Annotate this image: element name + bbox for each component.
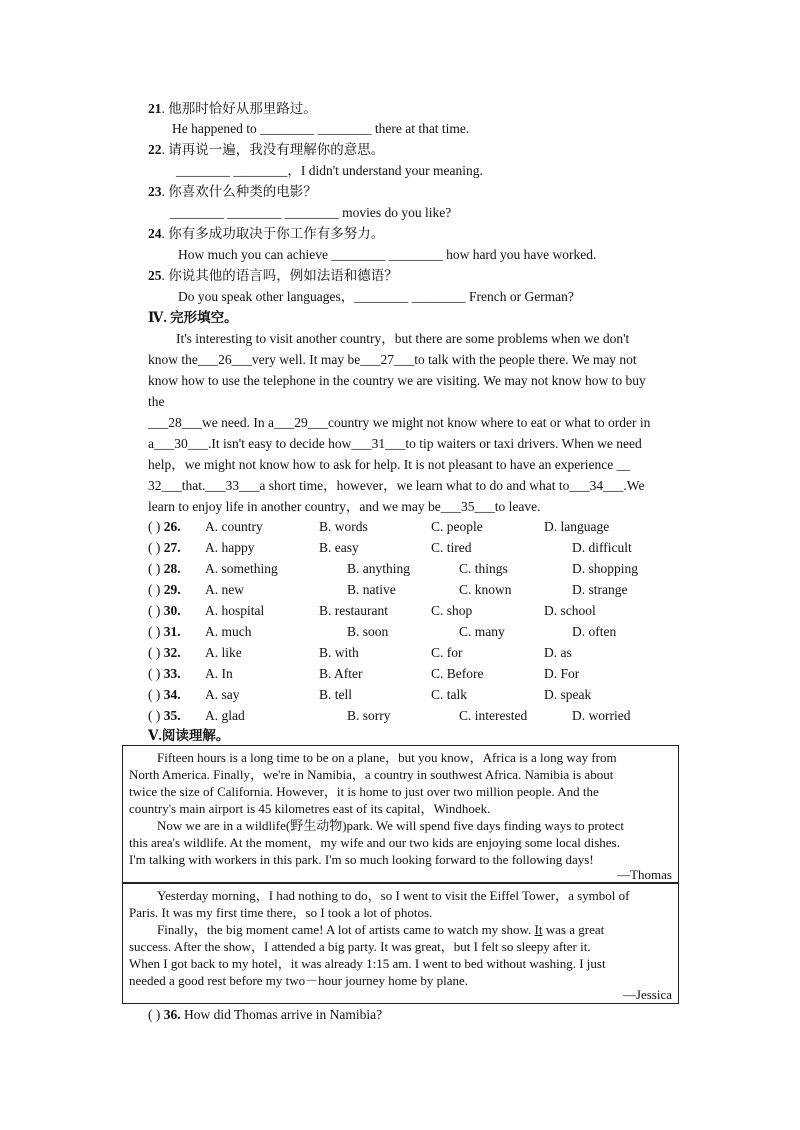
mc-option-d: D. For — [544, 666, 580, 681]
cloze-line: learn to enjoy life in another country，and we may be___35___to leave. — [148, 499, 541, 514]
item-24-en: How much you can achieve ________ ________ how hard you have worked. — [178, 247, 597, 262]
mc-option-a: A. country — [205, 519, 263, 534]
item-23-cn: 23. 你喜欢什么种类的电影？ — [148, 184, 317, 199]
mc-option-a: A. In — [205, 666, 233, 681]
section-4-heading: Ⅳ. 完形填空。 — [148, 310, 238, 325]
mc-row: ( ) 31. — [148, 624, 181, 639]
reading-line: this area's wildlife. At the moment，my wife and our two kids are enjoying some local dishes. — [129, 835, 620, 850]
mc-option-d: D. difficult — [572, 540, 632, 555]
mc-row: ( ) 33. — [148, 666, 181, 681]
reading-line: success. After the show，I attended a big party. It was great，but I felt so sleepy after it. — [129, 939, 591, 954]
mc-option-a: A. say — [205, 687, 240, 702]
item-23-en: ________ ________ ________ movies do you like? — [170, 205, 452, 220]
item-24-cn: 24. 你有多成功取决于你工作有多努力。 — [148, 226, 385, 241]
mc-option-d: D. shopping — [572, 561, 639, 576]
mc-option-c: C. things — [459, 561, 508, 576]
reading-line: When I got back to my hotel，it was already 1:15 am. I went to bed without washing. I just — [129, 956, 606, 971]
mc-row: ( ) 26. — [148, 519, 181, 534]
mc-option-b: B. tell — [319, 687, 352, 702]
item-chinese: 你说其他的语言吗，例如法语和德语？ — [168, 268, 398, 283]
mc-option-a: A. like — [205, 645, 242, 660]
reading-line: Yesterday morning，I had nothing to do，so I went to visit the Eiffel Tower，a symbol of — [157, 888, 630, 903]
mc-option-b: B. anything — [347, 561, 410, 576]
mc-option-a: A. happy — [205, 540, 255, 555]
mc-option-c: C. for — [431, 645, 463, 660]
mc-option-b: B. with — [319, 645, 359, 660]
reading-line: I'm talking with workers in this park. I'm so much looking forward to the following days! — [129, 852, 594, 867]
reading-line: Finally，the big moment came! A lot of artists came to watch my show. It was a great — [157, 922, 605, 937]
reading-line: North America. Finally，we're in Namibia，a country in southwest Africa. Namibia is about — [129, 767, 614, 782]
item-number: 24 — [148, 226, 162, 241]
mc-option-c: C. shop — [431, 603, 473, 618]
item-25-en: Do you speak other languages，________ ________ French or German? — [178, 289, 574, 304]
reading-line: Now we are in a wildlife(野生动物)park. We will spend five days finding ways to protect — [157, 818, 624, 833]
item-21-cn: 21. 他那时恰好从那里路过。 — [148, 101, 317, 116]
mc-row: ( ) 29. — [148, 582, 181, 597]
reading-line: twice the size of California. However，it is home to just over two million people. And the — [129, 784, 599, 799]
mc-option-b: B. native — [347, 582, 396, 597]
item-25-cn: 25. 你说其他的语言吗，例如法语和德语？ — [148, 268, 398, 283]
cloze-line: know the___26___very well. It may be___27___to talk with the people there. We may not — [148, 352, 637, 367]
mc-option-d: D. worried — [572, 708, 631, 723]
mc-row: ( ) 28. — [148, 561, 181, 576]
mc-row: ( ) 34. — [148, 687, 181, 702]
mc-row: ( ) 30. — [148, 603, 181, 618]
mc-option-d: D. school — [544, 603, 596, 618]
underlined-it: It — [534, 922, 543, 937]
reading-line: country's main airport is 45 kilometres east of its capital，Windhoek. — [129, 801, 491, 816]
mc-option-d: D. speak — [544, 687, 592, 702]
mc-option-d: D. often — [572, 624, 617, 639]
mc-option-d: D. strange — [572, 582, 628, 597]
mc-option-a: A. much — [205, 624, 252, 639]
item-number: 22 — [148, 142, 162, 157]
reading-line: needed a good rest before my two－hour journey home by plane. — [129, 973, 468, 988]
item-chinese: 你喜欢什么种类的电影？ — [168, 184, 317, 199]
mc-option-c: C. talk — [431, 687, 467, 702]
mc-option-d: D. language — [544, 519, 610, 534]
cloze-line: 32___that.___33___a short time，however，we learn what to do and what to___34___.We — [148, 478, 645, 493]
mc-row: ( ) 27. — [148, 540, 181, 555]
mc-option-a: A. glad — [205, 708, 245, 723]
item-chinese: 他那时恰好从那里路过。 — [168, 101, 317, 116]
mc-option-b: B. restaurant — [319, 603, 388, 618]
cloze-line: help，we might not know how to ask for help. It is not pleasant to have an experience __ — [148, 457, 631, 472]
mc-option-a: A. hospital — [205, 603, 265, 618]
mc-option-a: A. something — [205, 561, 278, 576]
mc-option-b: B. easy — [319, 540, 359, 555]
signature-jessica: —Jessica — [622, 987, 672, 1002]
mc-option-c: C. many — [459, 624, 505, 639]
mc-option-b: B. words — [319, 519, 368, 534]
item-21-en: He happened to ________ ________ there at that time. — [172, 121, 470, 136]
signature-thomas: —Thomas — [617, 867, 672, 882]
item-22-cn: 22. 请再说一遍，我没有理解你的意思。 — [148, 142, 385, 157]
item-number: 23 — [148, 184, 162, 199]
item-number: 25 — [148, 268, 162, 283]
reading-line: Paris. It was my first time there，so I took a lot of photos. — [129, 905, 433, 920]
item-number: 21 — [148, 101, 162, 116]
cloze-line: ___28___we need. In a___29___country we might not know where to eat or what to order in — [148, 415, 651, 430]
cloze-line: a___30___.It isn't easy to decide how___31___to tip waiters or taxi drivers. When we need — [148, 436, 642, 451]
cloze-line: know how to use the telephone in the country we are visiting. We may not know how to buy — [148, 373, 646, 388]
item-chinese: 你有多成功取决于你工作有多努力。 — [168, 226, 385, 241]
section-5-heading: Ⅴ.阅读理解。 — [148, 728, 230, 743]
mc-option-c: C. known — [459, 582, 512, 597]
reading-box-jessica — [122, 882, 679, 1004]
mc-option-c: C. tired — [431, 540, 472, 555]
mc-row: ( ) 32. — [148, 645, 181, 660]
mc-option-a: A. new — [205, 582, 244, 597]
cloze-line: the — [148, 394, 165, 409]
mc-row: ( ) 35. — [148, 708, 181, 723]
cloze-line: It's interesting to visit another country，but there are some problems when we don't — [176, 331, 630, 346]
mc-option-c: C. Before — [431, 666, 484, 681]
mc-option-b: B. sorry — [347, 708, 391, 723]
mc-option-b: B. After — [319, 666, 363, 681]
mc-option-c: C. people — [431, 519, 483, 534]
mc-option-c: C. interested — [459, 708, 528, 723]
reading-box-thomas — [122, 745, 679, 884]
reading-line: Fifteen hours is a long time to be on a plane，but you know，Africa is a long way from — [157, 750, 617, 765]
question-36: ( ) 36. How did Thomas arrive in Namibia? — [148, 1007, 383, 1022]
item-22-en: ________ ________，I didn't understand your meaning. — [176, 163, 483, 178]
item-chinese: 请再说一遍，我没有理解你的意思。 — [168, 142, 385, 157]
mc-option-d: D. as — [544, 645, 572, 660]
mc-option-b: B. soon — [347, 624, 389, 639]
